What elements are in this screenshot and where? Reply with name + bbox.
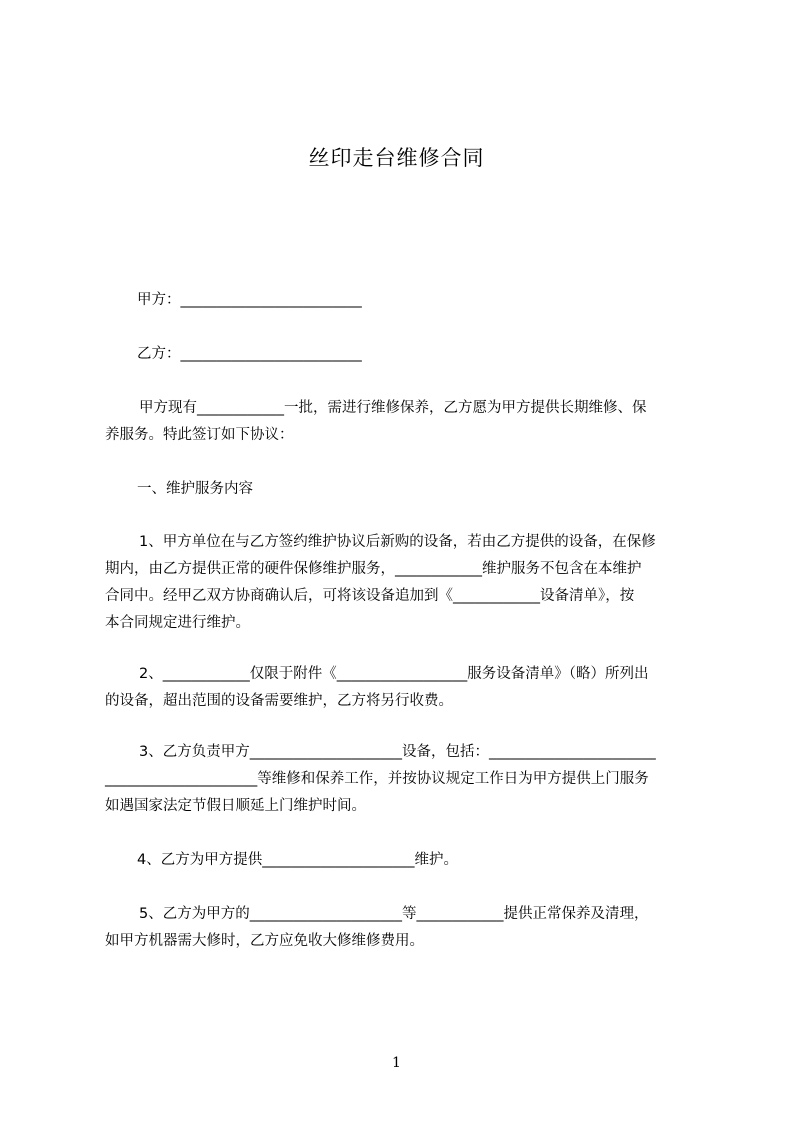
clause-3-line-3: 如遇国家法定节假日顺延上门维护时间。 (105, 798, 366, 814)
party-a-line: 甲方：_________________________ (137, 292, 362, 308)
clause-2-line-2: 的设备，超出范围的设备需要维护，乙方将另行收费。 (105, 693, 453, 709)
clause-5-line-2: 如甲方机器需大修时，乙方应免收大修维修费用。 (105, 933, 424, 949)
intro-paragraph-line-2: 养服务。特此签订如下协议： (105, 427, 294, 443)
clause-1-line-4: 本合同规定进行维护。 (105, 615, 250, 631)
clause-1-line-3: 合同中。经甲乙双方协商确认后，可将该设备追加到《____________设备清单》，按 (105, 588, 635, 604)
clause-1-line-1: 1、甲方单位在与乙方签约维护协议后新购的设备，若由乙方提供的设备，在保修 (139, 534, 656, 550)
intro-paragraph-line-1: 甲方现有____________一批，需进行维修保养，乙方愿为甲方提供长期维修、保 (139, 400, 647, 416)
document-title: 丝印走台维修合同 (308, 146, 485, 170)
party-b-line: 乙方：_________________________ (137, 346, 362, 362)
section-1-heading: 一、维护服务内容 (137, 481, 253, 497)
page-number: 1 (392, 1055, 401, 1071)
clause-2-line-1: 2、____________仅限于附件《__________________服务设备清单》（略）所列出 (139, 666, 649, 682)
clause-3-line-1: 3、乙方负责甲方_____________________设备，包括：_______________________ (139, 744, 656, 760)
clause-1-line-2: 期内，由乙方提供正常的硬件保修维护服务，____________维护服务不包含在本维护 (105, 561, 642, 577)
clause-5-line-1: 5、乙方为甲方的_____________________等____________提供正常保养及清理， (139, 906, 649, 922)
clause-4-line: 4、乙方为甲方提供_____________________维护。 (137, 852, 458, 868)
clause-3-line-2: _____________________等维修和保养工作，并按协议规定工作日为甲方提供上门服务 (105, 771, 649, 787)
